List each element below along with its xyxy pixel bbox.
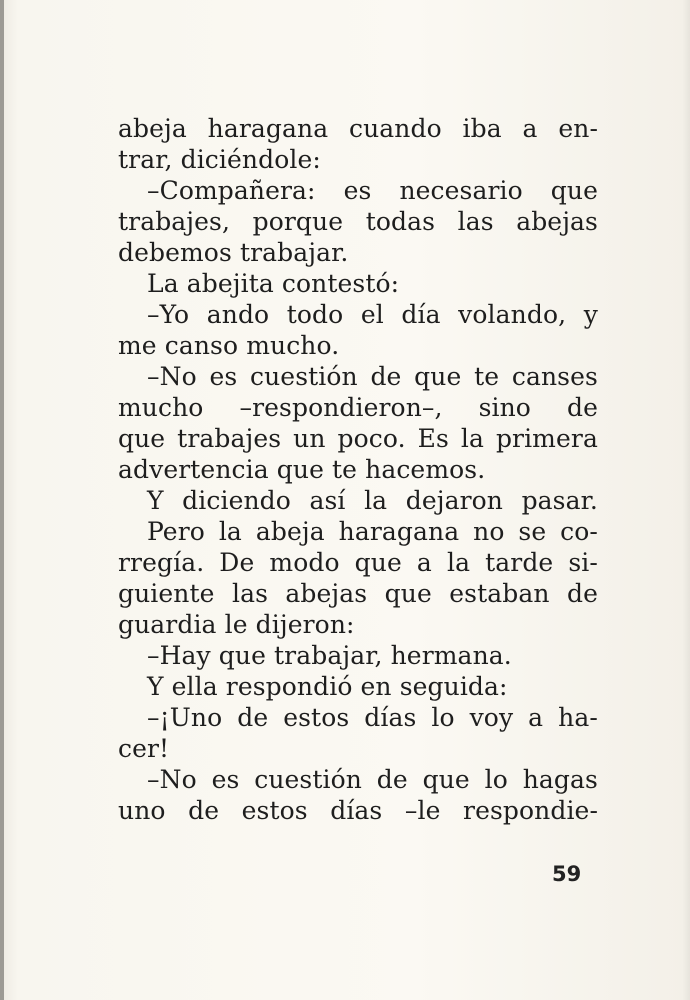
word: día <box>401 300 441 329</box>
word: que <box>218 641 266 670</box>
word: tarde <box>485 548 554 577</box>
text-line <box>118 547 598 578</box>
word: las <box>231 579 268 608</box>
word: a <box>528 703 544 732</box>
word: –No <box>147 765 197 794</box>
word: trabajar, <box>274 641 383 670</box>
word: en <box>360 672 392 701</box>
word: trabajar. <box>239 238 349 267</box>
word: respondie- <box>463 796 598 825</box>
word: –respondieron–, <box>239 393 443 422</box>
word: –Hay <box>147 641 211 670</box>
word: que <box>422 765 470 794</box>
word: uno <box>118 796 166 825</box>
text-line <box>118 237 598 268</box>
text-line <box>118 578 598 609</box>
word: La <box>147 269 179 298</box>
word: contestó: <box>281 269 400 298</box>
word: porque <box>252 207 344 236</box>
text-line <box>118 206 598 237</box>
word: iba <box>462 114 502 143</box>
word: hacemos. <box>365 455 486 484</box>
word: Y <box>147 486 164 515</box>
text-line <box>118 795 598 826</box>
word: abejas <box>285 579 368 608</box>
word: dejaron <box>405 486 504 515</box>
word: de <box>376 765 408 794</box>
word: advertencia <box>118 455 269 484</box>
word: –No <box>147 362 197 391</box>
word: –Yo <box>147 300 190 329</box>
word: abeja <box>255 517 325 546</box>
word: el <box>360 300 384 329</box>
word: abejas <box>516 207 598 236</box>
word: que <box>384 579 432 608</box>
text-line <box>118 764 598 795</box>
word: abeja <box>118 114 187 143</box>
word: co- <box>560 517 598 546</box>
word: ha- <box>558 703 598 732</box>
word: te <box>332 455 358 484</box>
word: si- <box>568 548 598 577</box>
word: Pero <box>147 517 205 546</box>
word: respondió <box>225 672 353 701</box>
word: que <box>118 424 166 453</box>
word: mucho. <box>246 331 340 360</box>
word: se <box>518 517 547 546</box>
word: estos <box>241 796 308 825</box>
word: ella <box>171 672 218 701</box>
word: la <box>460 424 484 453</box>
word: de <box>566 579 598 608</box>
word: la <box>446 548 471 577</box>
word: diciéndole: <box>180 145 321 174</box>
word: lo <box>484 765 508 794</box>
word: primera <box>495 424 598 453</box>
word: rregía. <box>118 548 205 577</box>
text-line <box>118 423 598 454</box>
word: cuando <box>349 114 442 143</box>
word: canso <box>164 331 239 360</box>
word: me <box>118 331 157 360</box>
word: de <box>188 796 220 825</box>
page-binding-edge <box>0 0 4 1000</box>
word: así <box>309 486 346 515</box>
word: seguida: <box>399 672 508 701</box>
word: la <box>218 517 242 546</box>
word: sino <box>478 393 531 422</box>
word: lo <box>431 703 455 732</box>
text-line <box>118 330 598 361</box>
text-line <box>118 361 598 392</box>
text-line <box>118 299 598 330</box>
word: poco. <box>337 424 406 453</box>
word: dijeron: <box>255 610 355 639</box>
word: trar, <box>118 145 173 174</box>
word: estaban <box>449 579 550 608</box>
word: Es <box>417 424 449 453</box>
word: Y <box>147 672 164 701</box>
word: las <box>457 207 494 236</box>
word: –le <box>404 796 441 825</box>
text-line <box>118 392 598 423</box>
word: es <box>211 765 240 794</box>
word: trabajes, <box>118 207 231 236</box>
text-line <box>118 485 598 516</box>
word: voy <box>469 703 514 732</box>
word: es <box>343 176 372 205</box>
word: hagas <box>522 765 598 794</box>
text-line <box>118 640 598 671</box>
text-line <box>118 113 598 144</box>
word: De <box>219 548 255 577</box>
word: de <box>370 362 402 391</box>
word: volando, <box>458 300 567 329</box>
page-right-shadow <box>682 0 690 1000</box>
text-line <box>118 671 598 702</box>
word: pasar. <box>521 486 598 515</box>
word: que <box>414 362 462 391</box>
body-text <box>118 113 598 826</box>
word: debemos <box>118 238 232 267</box>
page-number: 59 <box>552 862 582 886</box>
text-line <box>118 144 598 175</box>
word: –¡Uno <box>147 703 223 732</box>
word: diciendo <box>182 486 291 515</box>
word: te <box>474 362 500 391</box>
word: estos <box>283 703 350 732</box>
word: mucho <box>118 393 204 422</box>
word: es <box>209 362 238 391</box>
word: hermana. <box>390 641 512 670</box>
text-line <box>118 268 598 299</box>
word: días <box>330 796 383 825</box>
word: necesario <box>399 176 523 205</box>
text-line <box>118 733 598 764</box>
word: que <box>550 176 598 205</box>
word: abejita <box>186 269 274 298</box>
text-line <box>118 175 598 206</box>
word: todo <box>286 300 344 329</box>
word: en- <box>558 114 598 143</box>
word: todas <box>365 207 436 236</box>
word: ando <box>206 300 270 329</box>
word: días <box>364 703 417 732</box>
word: y <box>583 300 598 329</box>
word: la <box>364 486 388 515</box>
word: no <box>473 517 505 546</box>
text-line <box>118 609 598 640</box>
word: canses <box>511 362 598 391</box>
word: cer! <box>118 734 170 763</box>
word: guiente <box>118 579 215 608</box>
word: haragana <box>207 114 329 143</box>
word: haragana <box>338 517 460 546</box>
word: de <box>237 703 269 732</box>
word: –Compañera: <box>147 176 316 205</box>
word: de <box>566 393 598 422</box>
word: a <box>416 548 432 577</box>
text-line <box>118 454 598 485</box>
word: a <box>522 114 538 143</box>
word: cuestión <box>250 362 358 391</box>
word: un <box>293 424 326 453</box>
word: que <box>276 455 324 484</box>
word: cuestión <box>254 765 362 794</box>
text-line <box>118 702 598 733</box>
word: le <box>224 610 248 639</box>
word: modo <box>269 548 340 577</box>
word: que <box>354 548 402 577</box>
word: guardia <box>118 610 217 639</box>
word: trabajes <box>177 424 282 453</box>
text-line <box>118 516 598 547</box>
